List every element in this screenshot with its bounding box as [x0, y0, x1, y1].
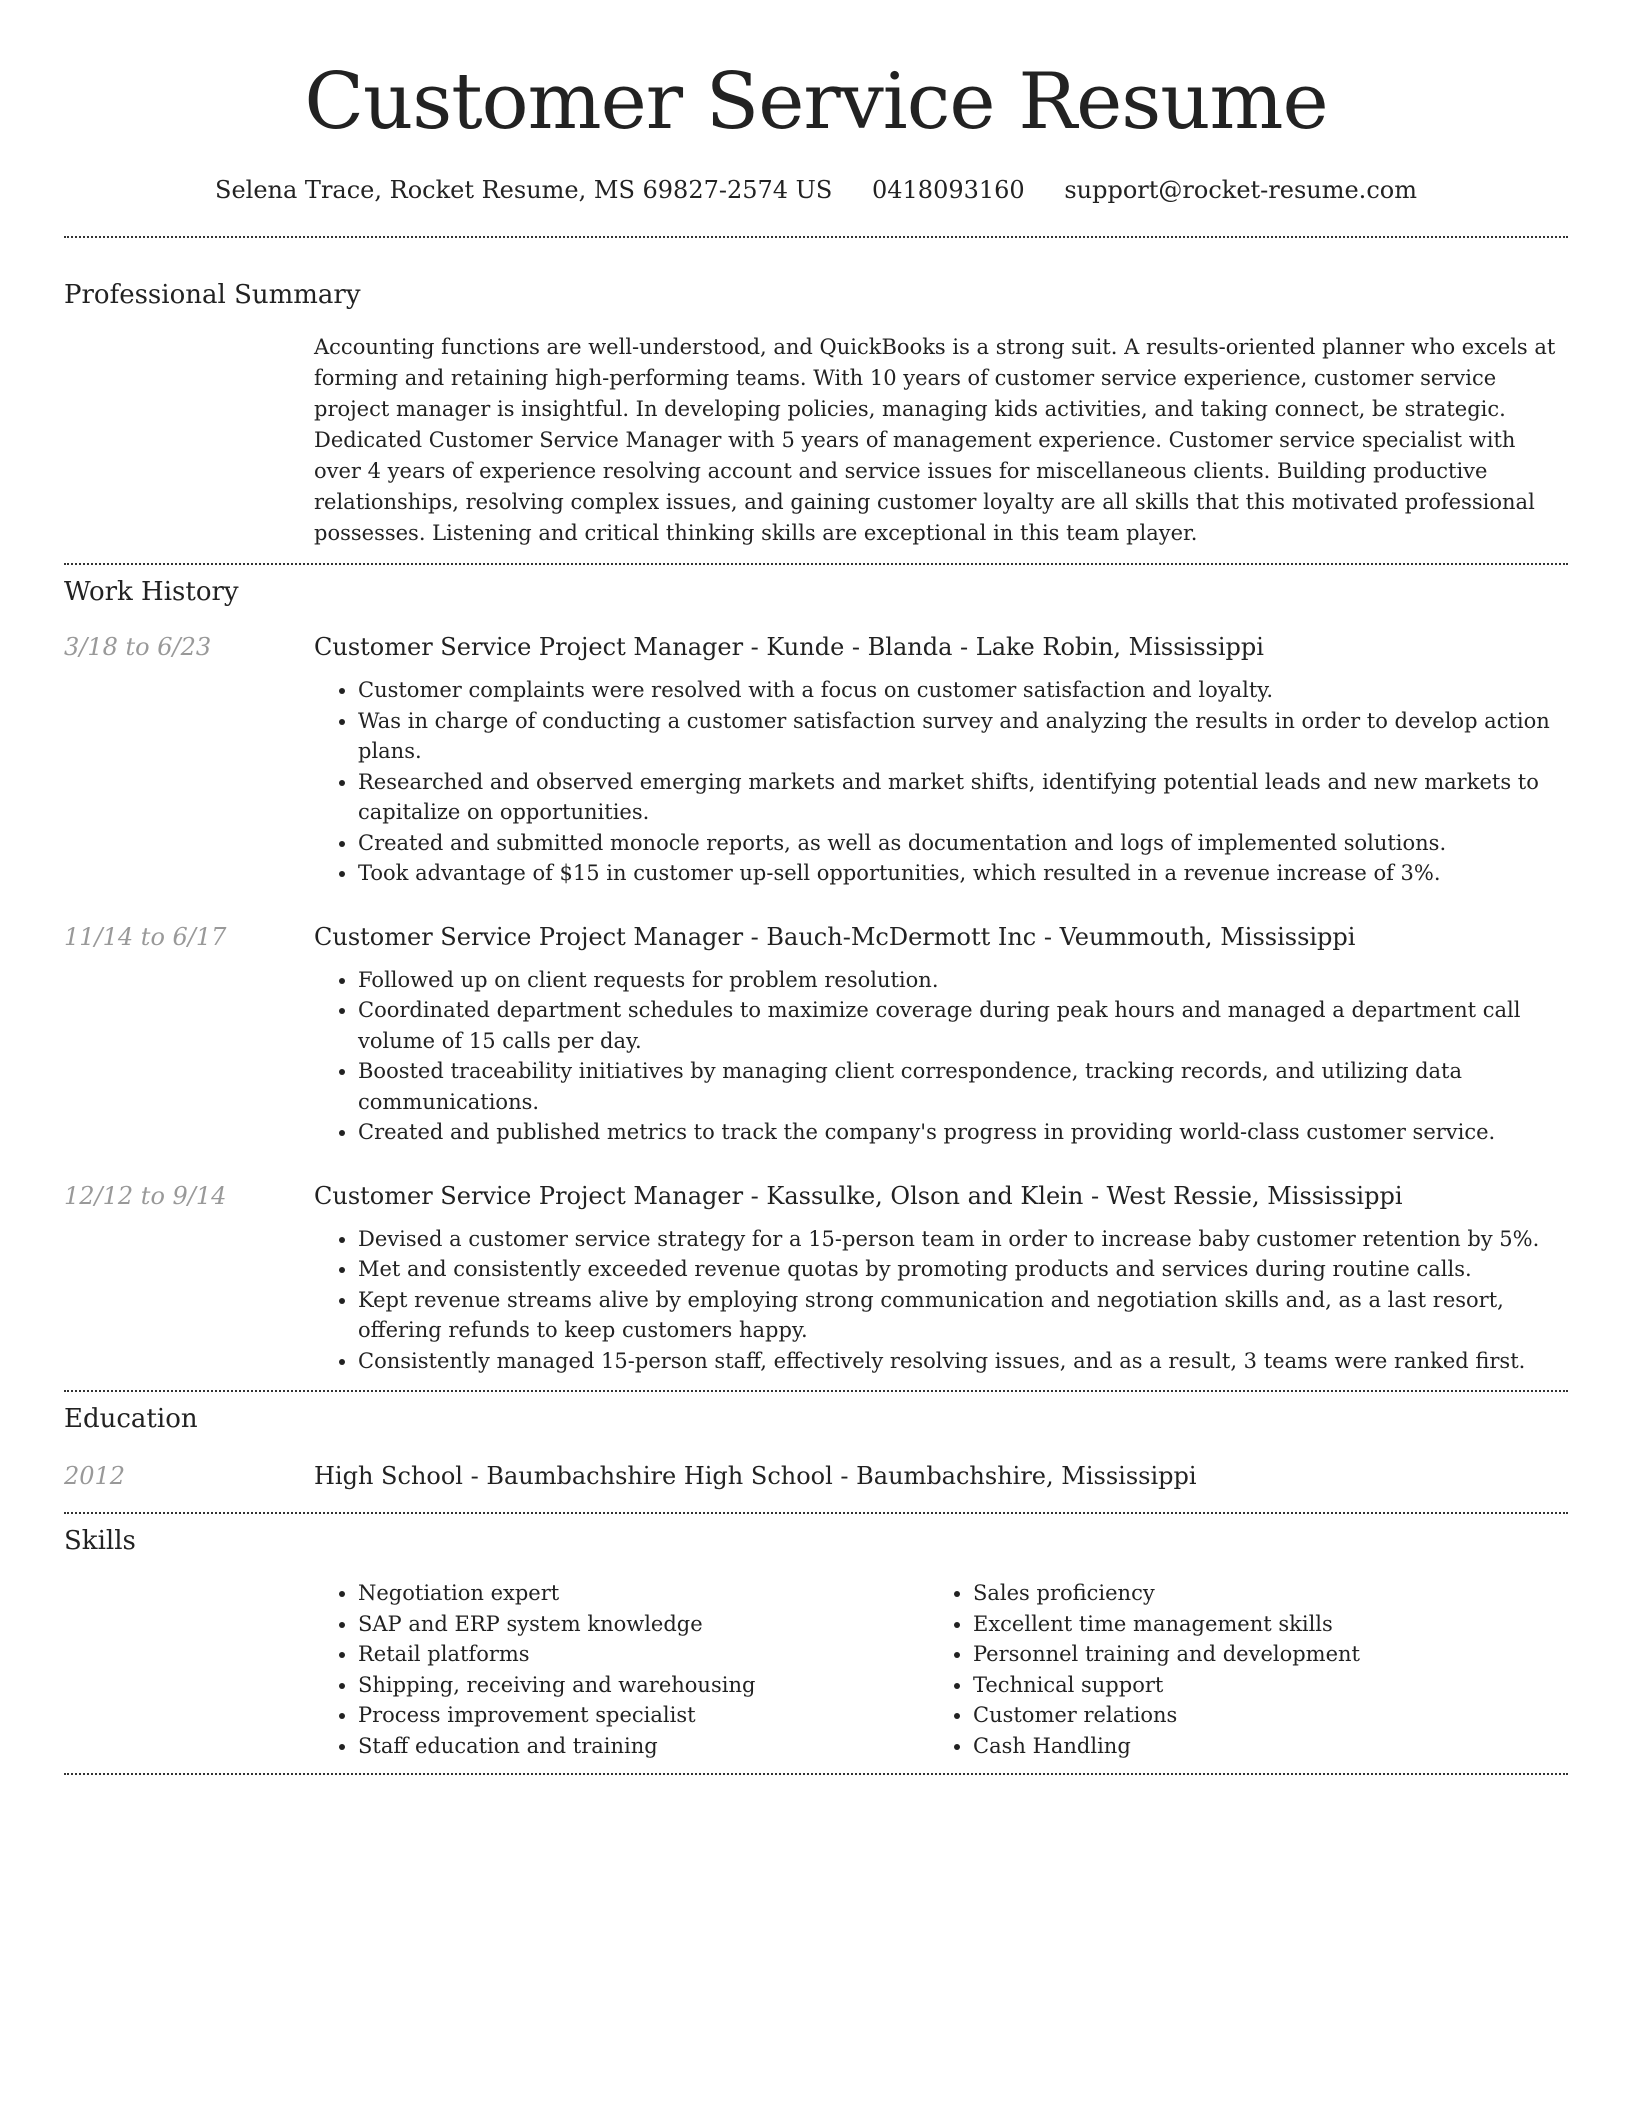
skill-item: • Cash Handling — [973, 1731, 1544, 1762]
list-item: • Boosted traceability initiatives by managing client correspondence, tracking records, and utilizing data communications. — [358, 1056, 1568, 1117]
job-entry — [64, 631, 1568, 889]
job-details — [314, 1180, 1568, 1377]
education-title: High School - Baumbachshire High School - Baumbachshire, Mississippi — [314, 1462, 1197, 1490]
contact-phone: 0418093160 — [872, 176, 1025, 204]
skills-row — [64, 1578, 1568, 1761]
skill-item: • Sales proficiency — [973, 1578, 1544, 1609]
job-bullets — [314, 965, 1568, 1148]
skill-item: • Negotiation expert — [358, 1578, 929, 1609]
list-item: • Devised a customer service strategy for a 15-person team in order to increase baby customer retention by 5%. — [358, 1224, 1568, 1255]
section-divider — [64, 236, 1568, 238]
list-item: • Created and published metrics to track the company's progress in providing world-class customer service. — [358, 1117, 1568, 1148]
list-item: • Customer complaints were resolved with a focus on customer satisfaction and loyalty. — [358, 675, 1568, 706]
summary-text: Accounting functions are well-understood, and QuickBooks is a strong suit. A results-oriented planner who excels at forming and retaining high-performing teams. With 10 years of customer service experience, customer service project manager is insightful. In developing policies, managing kids activities, and taking connect, be strategic. Dedicated Customer Service Manager with 5 years of management experience. Customer service specialist with over 4 years of experience resolving account and service issues for miscellaneous clients. Building productive relationships, resolving complex issues, and gaining customer loyalty are all skills that this motivated professional possesses. Listening and critical thinking skills are exceptional in this team player. — [314, 335, 1556, 545]
job-bullets — [314, 675, 1568, 889]
skills-columns — [314, 1578, 1568, 1761]
skill-item: • SAP and ERP system knowledge — [358, 1609, 929, 1640]
job-dates: 12/12 to 9/14 — [64, 1181, 227, 1210]
job-details — [314, 921, 1568, 1148]
skill-item: • Retail platforms — [358, 1639, 929, 1670]
list-item: • Consistently managed 15-person staff, effectively resolving issues, and as a result, 3 teams were ranked first. — [358, 1346, 1568, 1377]
section-divider — [64, 563, 1568, 565]
job-details — [314, 631, 1568, 889]
skills-list-right — [929, 1578, 1544, 1761]
job-entry — [64, 1180, 1568, 1377]
job-entry — [64, 921, 1568, 1148]
skill-item: • Technical support — [973, 1670, 1544, 1701]
education-entry — [64, 1460, 1568, 1492]
skill-item: • Staff education and training — [358, 1731, 929, 1762]
contact-email: support@rocket-resume.com — [1064, 176, 1417, 204]
list-item: • Followed up on client requests for problem resolution. — [358, 965, 1568, 996]
skills-list-left — [314, 1578, 929, 1761]
education-year: 2012 — [64, 1462, 126, 1490]
contact-line — [64, 174, 1568, 206]
skill-item: • Excellent time management skills — [973, 1609, 1544, 1640]
job-dates: 3/18 to 6/23 — [64, 633, 212, 661]
summary-body — [314, 332, 1568, 549]
list-item: • Researched and observed emerging markets and market shifts, identifying potential leads and new markets to capitalize on opportunities. — [358, 767, 1568, 828]
list-item: • Created and submitted monocle reports, as well as documentation and logs of implemented solutions. — [358, 828, 1568, 859]
resume-title: Customer Service Resume — [304, 57, 1328, 147]
education-details — [314, 1460, 1568, 1492]
list-item: • Coordinated department schedules to maximize coverage during peak hours and managed a department call volume of 15 calls per day. — [358, 995, 1568, 1056]
section-divider — [64, 1773, 1568, 1775]
skill-item: • Shipping, receiving and warehousing — [358, 1670, 929, 1701]
list-item: • Took advantage of $15 in customer up-sell opportunities, which resulted in a revenue increase of 3%. — [358, 858, 1568, 889]
skill-item: • Process improvement specialist — [358, 1700, 929, 1731]
skills-heading: Skills — [64, 1526, 136, 1556]
section-divider — [64, 1390, 1568, 1392]
contact-address: Selena Trace, Rocket Resume, MS 69827-2574 US — [215, 176, 833, 204]
skill-item: • Personnel training and development — [973, 1639, 1544, 1670]
summary-row — [64, 332, 1568, 549]
job-dates: 11/14 to 6/17 — [64, 922, 227, 951]
section-divider — [64, 1512, 1568, 1514]
job-title: Customer Service Project Manager - Kassulke, Olson and Klein - West Ressie, Mississippi — [314, 1181, 1403, 1210]
list-item: • Met and consistently exceeded revenue quotas by promoting products and services during routine calls. — [358, 1254, 1568, 1285]
work-history-heading: Work History — [64, 577, 239, 607]
summary-heading: Professional Summary — [64, 280, 361, 310]
job-title: Customer Service Project Manager - Bauch-McDermott Inc - Veummouth, Mississippi — [314, 922, 1356, 951]
list-item: • Was in charge of conducting a customer satisfaction survey and analyzing the results in order to develop action plans. — [358, 706, 1568, 767]
list-item: • Kept revenue streams alive by employing strong communication and negotiation skills and, as a last resort, offering refunds to keep customers happy. — [358, 1285, 1568, 1346]
job-title: Customer Service Project Manager - Kunde - Blanda - Lake Robin, Mississippi — [314, 633, 1264, 661]
skill-item: • Customer relations — [973, 1700, 1544, 1731]
job-bullets — [314, 1224, 1568, 1377]
education-heading: Education — [64, 1404, 198, 1434]
